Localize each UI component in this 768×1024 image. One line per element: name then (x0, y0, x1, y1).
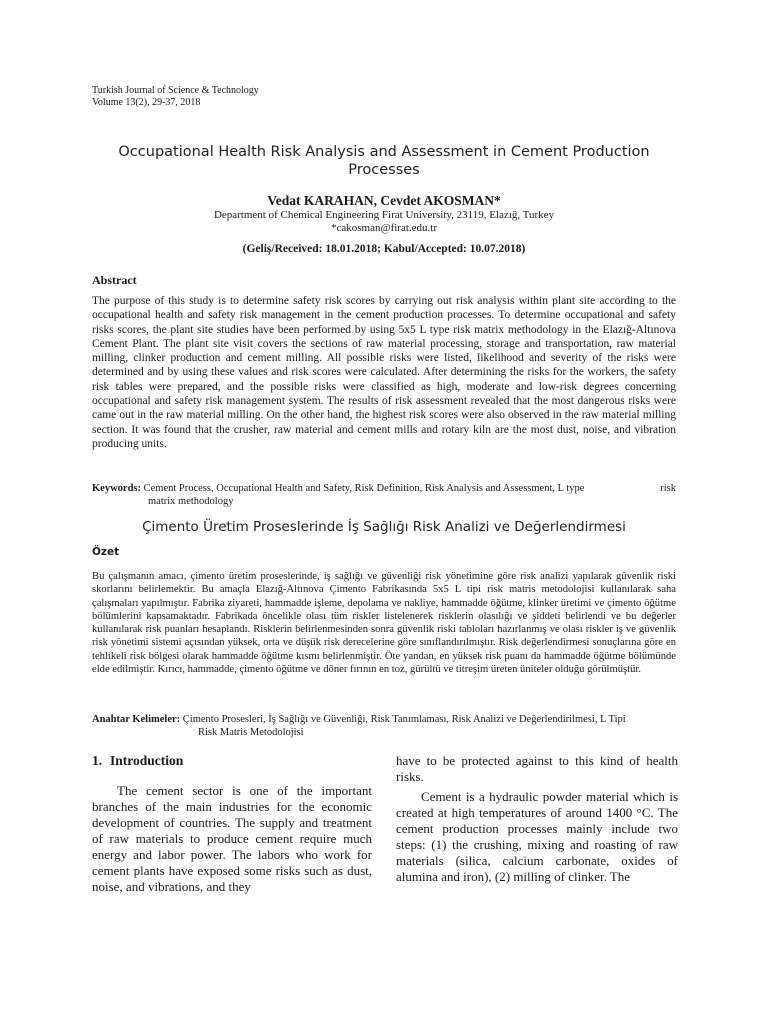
ozet-text: Bu çalışmanın amacı, çimento üretim proseslerinde, iş sağlığı ve güvenliği risk yönetimine göre risk analizi yapılarak güvenlik riski skorlarını belirlemektir. Bu amaçla Elazığ-Altınova Çimento Fabrikasında 5x5 L tipi risk matris metodolojisi kullanılarak saha çalışmaları yapılmıştır. Fabrika ziyareti, hammadde işleme, depolama ve nakliye, hammadde öğütme, klinker üretimi ve çimento öğütme bölümlerini kapsamaktadır. Fabrikada öncelikle olası tüm riskler listelenerek risklerin olasılığı ve şiddeti belirlendi ve bu değerler kullanılarak risk puanları hesaplandı. Risklerin belirlenmesinden sonra güvenlik riski tabloları hazırlanmış ve olası riskler iş ve güvenlik risk yönetimi sistemi açısından yüksek, orta ve düşük risk derecelerine göre sınıflandırılmıştır. Risk değerlendirmesi sonuçlarına göre en tehlikeli risk bölgesi olarak hammadde öğütme kısmı belirlenmiştir. Öte yandan, en yüksek risk puanı da hammadde öğütme bölümünde elde edilmiştir. Kırıcı, hammadde, çimento öğütme ve döner fırının en toz, gürültü ve titreşim üreten üniteler olduğu görülmüştür. (92, 571, 676, 676)
turkish-keywords-label: Anahtar Kelimeler: (92, 714, 181, 725)
intro-paragraph-1: The cement sector is one of the important branches of the main industries for the economic development of countries. The supply and treatment of raw materials to produce cement require much energy and labor power. The labors who work for cement plants have exposed some risks such as dust, noise, and vibrations, and they (92, 783, 372, 894)
email: *cakosman@firat.edu.tr (330, 222, 438, 234)
authors: Vedat KARAHAN, Cevdet AKOSMAN* (267, 193, 501, 208)
section-number: 1. (92, 753, 103, 768)
journal-name: Turkish Journal of Science & Technology (92, 85, 259, 96)
introduction-heading (92, 753, 372, 769)
right-column (396, 753, 678, 885)
affiliation-block (92, 209, 676, 235)
turkish-keywords-text: Çimento Prosesleri, İş Sağlığı ve Güvenliği, Risk Tanımlaması, Risk Analizi ve Değerlendirilmesi, L Tipi (182, 714, 626, 725)
ozet-heading: Özet (92, 546, 120, 558)
turkish-keywords-line-2: Risk Matris Metodolojisi (198, 726, 304, 738)
left-column (92, 753, 372, 895)
abstract-heading: Abstract (92, 273, 137, 287)
received-accepted-dates: (Geliş/Received: 18.01.2018; Kabul/Accepted: 10.07.2018) (242, 243, 526, 255)
keywords-text: Cement Process, Occupational Health and Safety, Risk Definition, Risk Analysis and Assessment, L type (143, 483, 585, 494)
journal-volume: Volume 13(2), 29-37, 2018 (92, 97, 201, 108)
turkish-title: Çimento Üretim Proseslerinde İş Sağlığı Risk Analizi ve Değerlendirmesi (142, 519, 626, 535)
abstract-text: The purpose of this study is to determine safety risk scores by carrying out risk analysis within plant site according to the occupational health and safety risk management in the cement production processes. To determine occupational and safety risks scores, the plant site studies have been performed by using 5x5 L type risk matrix methodology in the Elazığ-Altınova Cement Plant. The plant site visit covers the sections of raw material processing, storage and transportation, raw material milling, clinker production and cement milling. All possible risks were listed, likelihood and severity of the risks were determined and by using these values and risk scores were calculated. After determining the risks for the workers, the safety risk tables were prepared, and the possible risks were classified as high, moderate and low-risk degrees concerning occupational and safety risk management system. The results of risk assessment revealed that the most dangerous risks were came out in the raw material milling. On the other hand, the highest risk scores were also observed in the raw material milling section. It was found that the crusher, raw material and cement mills and rotary kiln are the most dust, noise, and vibration producing units. (92, 295, 676, 450)
intro-paragraph-1-continued: have to be protected against to this kind of health risks. (396, 753, 678, 784)
turkish-keywords (92, 714, 676, 739)
paper-title: Occupational Health Risk Analysis and Assessment in Cement Production Processes (118, 144, 650, 178)
turkish-keywords-line-1 (92, 714, 676, 727)
keywords-text-end: risk (660, 483, 676, 494)
affiliation: Department of Chemical Engineering Firat University, 23119, Elazığ, Turkey (213, 209, 555, 221)
intro-paragraph-2: Cement is a hydraulic powder material which is created at high temperatures of around 1400 °C. The cement production processes mainly include two steps: (1) the crushing, mixing and roasting of raw materials (silica, calcium carbonate, oxides of alumina and iron), (2) milling of clinker. The (396, 789, 678, 884)
keywords-line-2: matrix methodology (148, 495, 234, 507)
journal-header (92, 85, 259, 109)
section-title: Introduction (110, 753, 184, 768)
keywords-label: Keywords: (92, 483, 141, 494)
keywords-line-1 (92, 483, 676, 496)
keywords (92, 483, 676, 508)
